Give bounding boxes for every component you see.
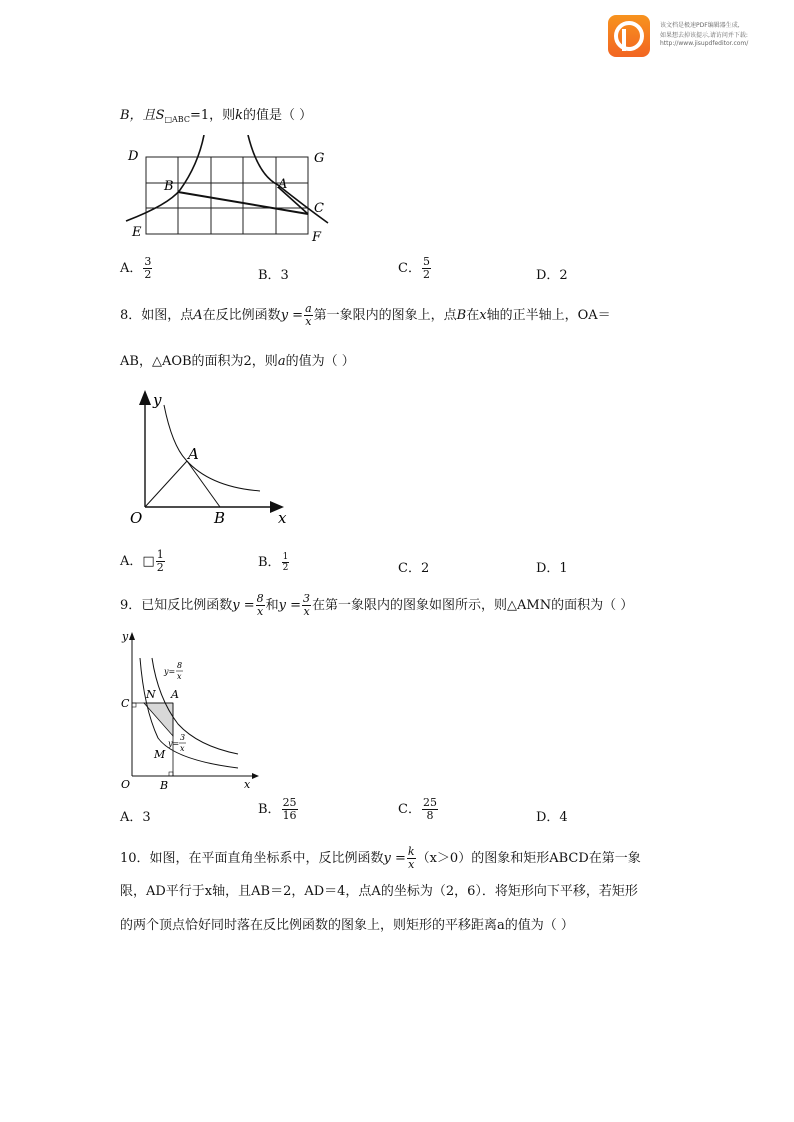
pdf-editor-logo	[608, 15, 650, 57]
q8-option-a: A．□ $\frac{1}{2}$	[120, 548, 164, 574]
q10-stem-line2: 限，AD平行于x轴，且AB＝2，AD＝4，点A的坐标为（2，6）．将矩形向下平移，若矩形	[120, 884, 638, 899]
q7-label-e: E	[132, 225, 142, 240]
q7-label-d: D	[128, 149, 139, 164]
q9-figure	[118, 628, 268, 793]
header-note-line1: 该文档是极速PDF编辑器生成,	[660, 22, 740, 29]
q8-label-o: O	[130, 509, 143, 527]
q7-label-b: B	[164, 179, 174, 194]
q9-option-c: C． $\frac{25}{8}$	[398, 796, 437, 822]
q8-label-b: B	[214, 509, 226, 527]
q9-option-b: B． $\frac{25}{16}$	[258, 796, 297, 822]
q7-s-sub: □ABC	[164, 115, 190, 124]
q7-option-b: B．3	[258, 268, 289, 283]
q9-label-b: B	[160, 779, 169, 792]
q9-curve1-y: y=	[164, 667, 176, 676]
q8-label-y: y	[153, 391, 162, 409]
q9-label-y: y	[122, 630, 129, 643]
logo-p-icon	[608, 15, 650, 57]
q9-right-angle-c	[132, 703, 136, 707]
q9-x-arrow-icon	[252, 773, 259, 779]
q10-stem-line1: 10．如图，在平面直角坐标系中，反比例函数y = $\frac{k}{x}$ （x＞0）的图象和矩形ABCD在第一象	[120, 845, 641, 871]
q7-text-pre: B，且	[120, 108, 156, 123]
q8-option-b: B． $\frac{1}{2}$	[258, 552, 289, 573]
q8-stem-line1: 8．如图，点A在反比例函数y = $\frac{a}{x}$ 第一象限内的图象上，点B在x轴的正半轴上，OA＝	[120, 302, 611, 328]
q8-label-x: x	[278, 509, 287, 527]
q9-curve1-num: 8	[177, 661, 183, 670]
q7-option-a: A． $\frac{3}{2}$	[120, 255, 152, 281]
q9-curve2-num: 3	[180, 733, 186, 742]
q7-option-c: C． $\frac{5}{2}$	[398, 255, 430, 281]
q9-label-c: C	[121, 697, 130, 710]
q9-option-a: A．3	[120, 810, 151, 825]
q8-curve	[164, 405, 260, 491]
q9-label-m: M	[154, 748, 166, 761]
q7-option-c-frac: $\frac{5}{2}$	[422, 255, 430, 281]
q8-y-arrow-icon	[139, 390, 151, 405]
q7-text-post: =1，则	[189, 108, 236, 123]
q8-segment-oa	[145, 461, 187, 507]
q7-label-f: F	[312, 230, 322, 245]
q7-label-c: C	[314, 201, 324, 216]
q8-option-c: C．2	[398, 561, 430, 576]
header-note-line2: 如果想去掉该提示,请访问并下载:	[660, 32, 748, 39]
q7-stem	[120, 104, 312, 124]
q9-curve1-den: x	[177, 672, 182, 681]
q7-figure	[118, 135, 338, 245]
q9-option-d: D．4	[536, 810, 568, 825]
q10-stem-line3: 的两个顶点恰好同时落在反比例函数的图象上，则矩形的平移距离a的值为（ ）	[120, 918, 574, 933]
q9-right-angle-b	[169, 772, 173, 776]
q9-triangle-amn	[144, 703, 173, 736]
q7-text-end: 的值是（ ）	[243, 108, 313, 123]
header-note-line3: http://www.jisupdfeditor.com/	[660, 40, 749, 47]
q7-grid	[146, 157, 308, 234]
q8-stem-line2: AB，△AOB的面积为2，则a的值为（ ）	[120, 354, 355, 369]
q8-option-d: D．1	[536, 561, 568, 576]
q7-option-a-frac: $\frac{3}{2}$	[144, 255, 152, 281]
q7-s-label: S	[155, 108, 165, 123]
q9-label-x: x	[244, 778, 251, 791]
q8-figure	[120, 385, 300, 530]
q8-frac: $\frac{a}{x}$	[305, 302, 312, 328]
q9-y-arrow-icon	[129, 632, 135, 640]
q7-option-d: D．2	[536, 268, 568, 283]
q9-stem: 9．已知反比例函数y = $\frac{8}{x}$ 和y = $\frac{3}{x}$ 在第一象限内的图象如图所示，则△AMN的面积为（ ）	[120, 592, 634, 618]
q9-label-o: O	[121, 778, 131, 791]
q7-label-a: A	[278, 177, 288, 192]
q8-segment-ab	[187, 461, 220, 507]
q9-label-n: N	[146, 688, 156, 701]
q8-label-a: A	[188, 445, 199, 463]
q9-curve2-den: x	[180, 744, 185, 753]
q7-k: k	[235, 108, 244, 123]
q9-curve2-y: y=	[168, 739, 180, 748]
q9-label-a: A	[171, 688, 179, 701]
q7-label-g: G	[314, 151, 325, 166]
